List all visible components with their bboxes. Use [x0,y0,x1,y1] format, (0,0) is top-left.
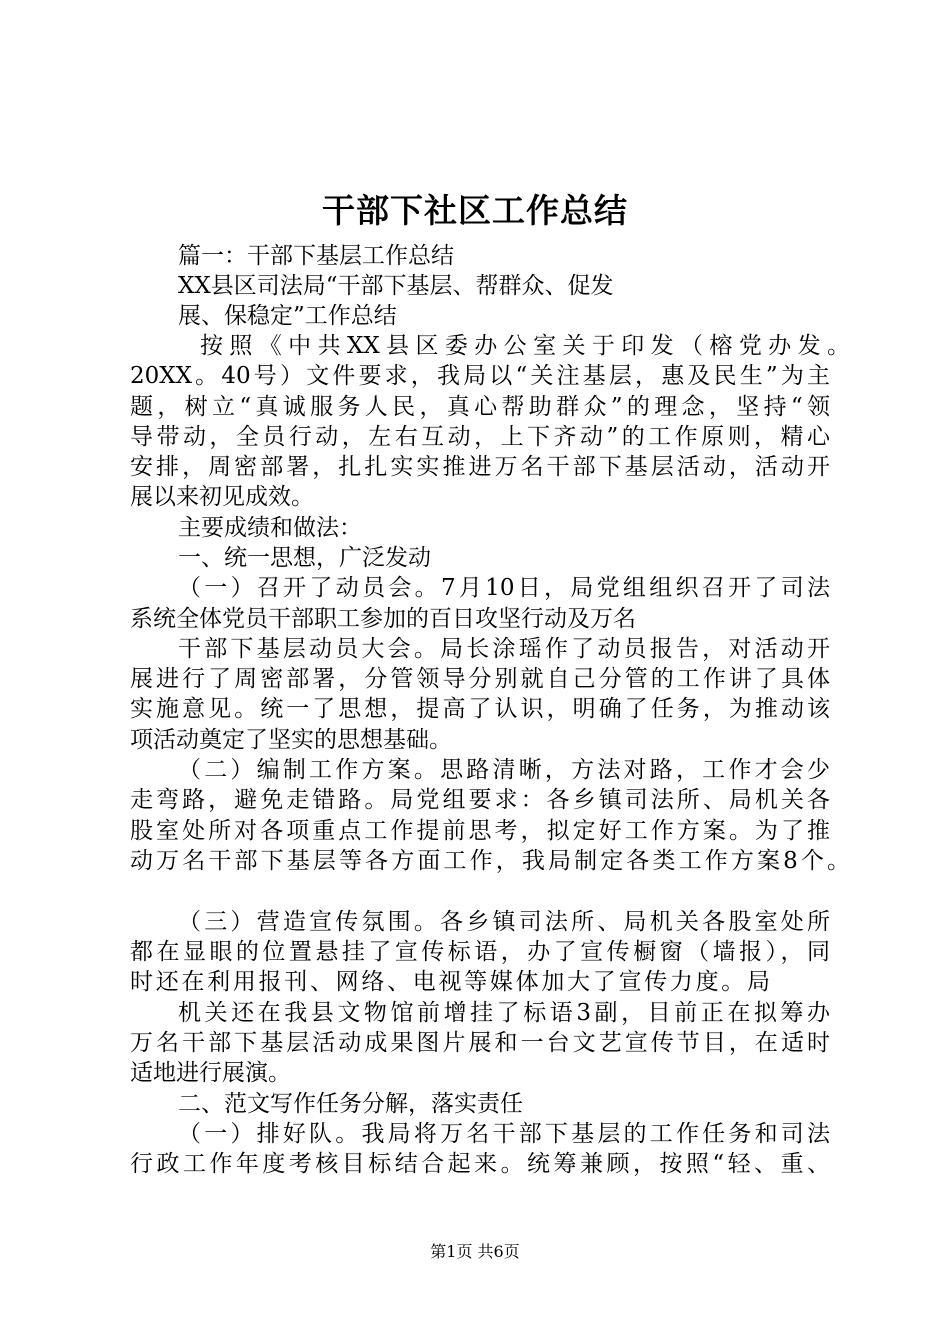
paragraph-line: 题，树立“真诚服务人民，真心帮助群众”的理念，坚持“领 [130,394,830,420]
paragraph-line: 20XX。40号）文件要求，我局以“关注基层，惠及民生”为主 [130,363,830,389]
paragraph-line: 万名干部下基层活动成果图片展和一台文艺宣传节目，在适时 [130,1030,830,1056]
paragraph-line: 机关还在我县文物馆前增挂了标语3副，目前正在拟筹办 [178,1000,830,1026]
paragraph-line: 按照《中共XX县区委办公室关于印发（榕党办发。 [200,333,850,359]
section-heading: 二、范文写作任务分解，落实责任 [178,1091,523,1117]
paragraph-line: 一、统一思想，广泛发动 [178,545,431,571]
paragraph-line: （一）排好队。我局将万名干部下基层的工作任务和司法 [178,1121,830,1147]
paragraph-line: （二）编制工作方案。思路清晰，方法对路，工作才会少 [178,757,830,783]
page-footer: 第1页 共6页 [430,1242,520,1261]
paragraph-line: 展进行了周密部署，分管领导分别就自己分管的工作讲了具体 [130,666,830,692]
paragraph-line: 实施意见。统一了思想，提高了认识，明确了任务，为推动该 [130,696,830,722]
paragraph-line: 股室处所对各项重点工作提前思考，拟定好工作方案。为了推 [130,818,830,844]
paragraph-line: 系统全体党员干部职工参加的百日攻坚行动及万名 [130,606,636,632]
document-title: 干部下社区工作总结 [322,191,628,230]
paragraph-line: 走弯路，避免走错路。局党组要求：各乡镇司法所、局机关各 [130,787,830,813]
paragraph-line: 安排，周密部署，扎扎实实推进万名干部下基层活动，活动开 [130,454,830,480]
paragraph-line: 干部下基层动员大会。局长涂瑶作了动员报告，对活动开 [178,636,830,662]
paragraph-line: 导带动，全员行动，左右互动，上下齐动”的工作原则，精心 [130,424,830,450]
paragraph-line: 行政工作年度考核目标结合起来。统筹兼顾，按照“轻、重、 [130,1151,830,1177]
paragraph-line: 动万名干部下基层等各方面工作，我局制定各类工作方案8个。 [130,848,850,874]
paragraph-line: 展、保稳定”工作总结 [178,303,397,329]
paragraph-line: 适地进行展演。 [130,1060,291,1086]
paragraph-line: 主要成绩和做法： [178,515,362,541]
paragraph-line: 展以来初见成效。 [130,484,314,510]
paragraph-line: （三）营造宣传氛围。各乡镇司法所、局机关各股室处所 [178,909,830,935]
paragraph-line: XX县区司法局“干部下基层、帮群众、促发 [178,273,614,299]
paragraph-line: 都在显眼的位置悬挂了宣传标语，办了宣传橱窗（墙报），同 [130,939,830,965]
paragraph-line: 时还在利用报刊、网络、电视等媒体加大了宣传力度。局 [130,969,770,995]
paragraph-line: 篇一：干部下基层工作总结 [178,243,454,269]
paragraph-line: （一）召开了动员会。7月10日，局党组组织召开了司法 [178,575,830,601]
paragraph-line: 项活动奠定了坚实的思想基础。 [130,727,452,753]
